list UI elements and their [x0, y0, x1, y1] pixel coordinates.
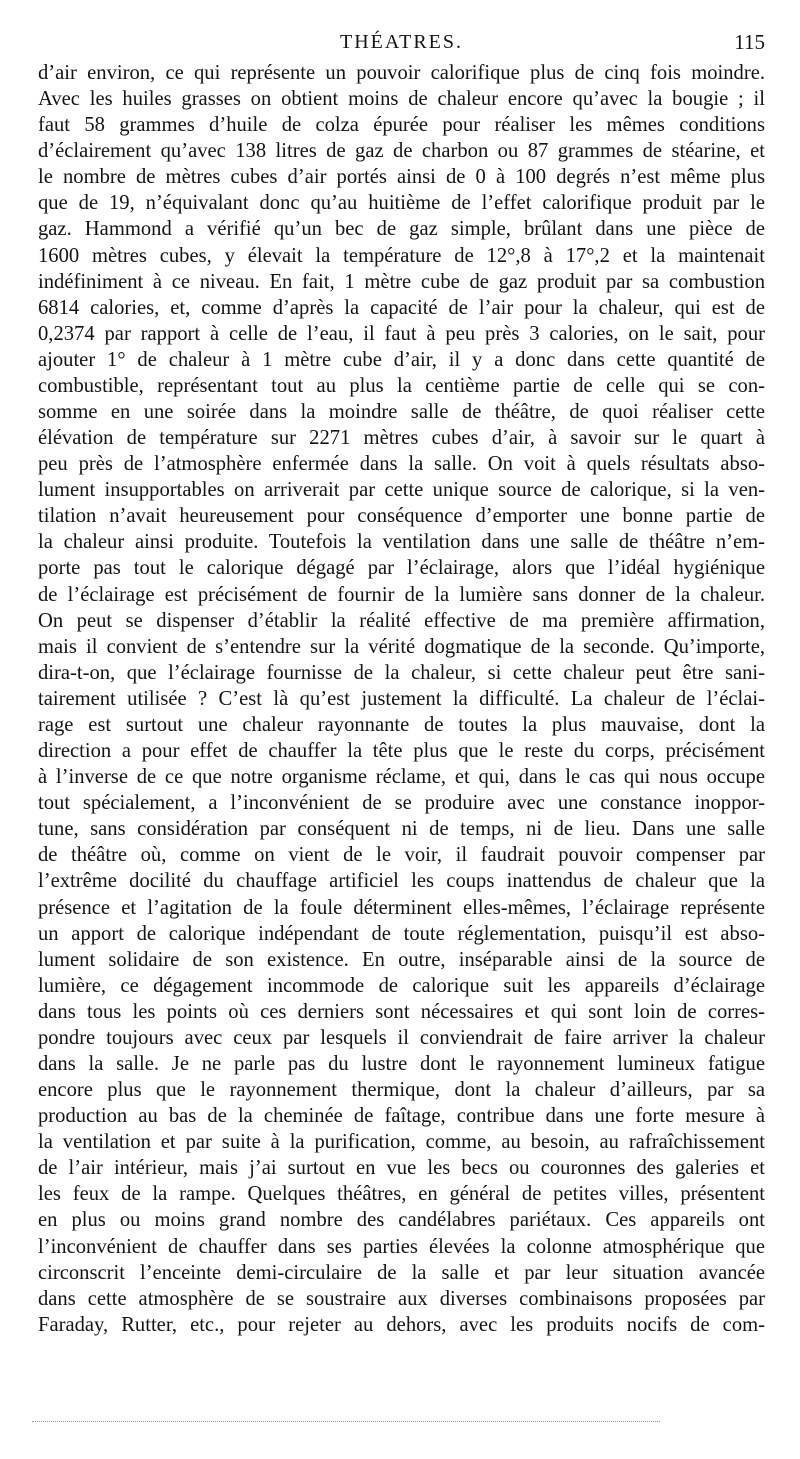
text-line: tairement utilisée ? C’est là qu’est justement la difficulté. La chaleur de l’éclai-	[38, 687, 765, 710]
text-line: lument solidaire de son existence. En outre, inséparable ainsi de la source de	[38, 948, 765, 971]
page-number: 115	[734, 30, 765, 54]
text-line: dira-t-on, que l’éclairage fournisse de la chaleur, si cette chaleur peut être sani-	[38, 661, 765, 684]
text-line: la ventilation et par suite à la purification, comme, au besoin, au rafraîchissement	[38, 1131, 765, 1154]
text-line: Faraday, Rutter, etc., pour rejeter au dehors, avec les produits nocifs de com-	[38, 1313, 765, 1336]
body-text	[38, 60, 765, 1338]
text-line: direction a pour effet de chauffer la tête plus que le reste du corps, précisément	[38, 740, 765, 763]
text-line: Avec les huiles grasses on obtient moins de chaleur encore qu’avec la bougie ; il	[38, 88, 765, 111]
text-line: peu près de l’atmosphère enfermée dans la salle. On voit à quels résultats abso-	[38, 453, 765, 476]
text-line: l’inconvénient de chauffer dans ses parties élevées la colonne atmosphérique que	[38, 1235, 765, 1258]
text-line: en plus ou moins grand nombre des candélabres pariétaux. Ces appareils ont	[38, 1209, 765, 1232]
text-line: de l’éclairage est précisément de fournir de la lumière sans donner de la chaleur.	[38, 583, 765, 606]
text-line: On peut se dispenser d’établir la réalité effective de ma première affirmation,	[38, 609, 765, 632]
text-line: 1600 mètres cubes, y élevait la température de 12°,8 à 17°,2 et la maintenait	[38, 244, 765, 267]
text-line: circonscrit l’enceinte demi-circulaire de la salle et par leur situation avancée	[38, 1261, 765, 1284]
text-line: porte pas tout le calorique dégagé par l’éclairage, alors que l’idéal hygiénique	[38, 557, 765, 580]
text-line: 6814 calories, et, comme d’après la capacité de l’air pour la chaleur, qui est de	[38, 296, 765, 319]
running-title: THÉATRES.	[340, 31, 463, 53]
text-line: à l’inverse de ce que notre organisme réclame, et qui, dans le cas qui nous occupe	[38, 766, 765, 789]
text-line: que de 19, n’équivalant donc qu’au huitième de l’effet calorifique produit par le	[38, 192, 765, 215]
text-line: l’extrême docilité du chauffage artificiel les coups inattendus de chaleur que la	[38, 870, 765, 893]
text-line: de l’air intérieur, mais j’ai surtout en vue les becs ou couronnes des galeries et	[38, 1157, 765, 1180]
text-line: 0,2374 par rapport à celle de l’eau, il faut à peu près 3 calories, on le sait, pour	[38, 322, 765, 345]
text-line: pondre toujours avec ceux par lesquels il conviendrait de faire arriver la chaleur	[38, 1026, 765, 1049]
text-line: faut 58 grammes d’huile de colza épurée pour réaliser les mêmes conditions	[38, 114, 765, 137]
text-line: indéfiniment à ce niveau. En fait, 1 mètre cube de gaz produit par sa combustion	[38, 270, 765, 293]
text-line: combustible, représentant tout au plus la centième partie de celle qui se con-	[38, 374, 765, 397]
text-line: dans tous les points où ces derniers sont nécessaires et qui sont loin de corres-	[38, 1000, 765, 1023]
text-line: mais il convient de s’entendre sur la vérité dogmatique de la seconde. Qu’importe,	[38, 635, 765, 658]
text-line: les feux de la rampe. Quelques théâtres, en général de petites villes, présentent	[38, 1183, 765, 1206]
text-line: élévation de température sur 2271 mètres cubes d’air, à savoir sur le quart à	[38, 427, 765, 450]
text-line: la chaleur ainsi produite. Toutefois la ventilation dans une salle de théâtre n’em-	[38, 531, 765, 554]
text-line: un apport de calorique indépendant de toute réglementation, puisqu’il est abso-	[38, 922, 765, 945]
text-line: présence et l’agitation de la foule déterminent elles-mêmes, l’éclairage représente	[38, 896, 765, 919]
text-line: tilation n’avait heureusement pour conséquence d’emporter une bonne partie de	[38, 505, 765, 528]
text-line: dans la salle. Je ne parle pas du lustre dont le rayonnement lumineux fatigue	[38, 1052, 765, 1075]
text-line: production au bas de la cheminée de faîtage, contribue dans une forte mesure à	[38, 1105, 765, 1128]
footer-dotted-rule	[32, 1421, 660, 1422]
text-line: gaz. Hammond a vérifié qu’un bec de gaz simple, brûlant dans une pièce de	[38, 218, 765, 241]
text-line: d’éclairement qu’avec 138 litres de gaz de charbon ou 87 grammes de stéarine, et	[38, 140, 765, 163]
text-line: lument insupportables on arriverait par cette unique source de calorique, si la ven-	[38, 479, 765, 502]
text-line: de théâtre où, comme on vient de le voir, il faudrait pouvoir compenser par	[38, 844, 765, 867]
text-line: encore plus que le rayonnement thermique, dont la chaleur d’ailleurs, par sa	[38, 1079, 765, 1102]
text-line: tune, sans considération par conséquent ni de temps, ni de lieu. Dans une salle	[38, 818, 765, 841]
running-head	[38, 29, 765, 59]
text-line: rage est surtout une chaleur rayonnante de toutes la plus mauvaise, dont la	[38, 713, 765, 736]
text-line: dans cette atmosphère de se soustraire aux diverses combinaisons proposées par	[38, 1287, 765, 1310]
text-line: ajouter 1° de chaleur à 1 mètre cube d’air, il y a donc dans cette quantité de	[38, 348, 765, 371]
text-line: le nombre de mètres cubes d’air portés ainsi de 0 à 100 degrés n’est même plus	[38, 166, 765, 189]
text-line: somme en une soirée dans la moindre salle de théâtre, de quoi réaliser cette	[38, 401, 765, 424]
text-line: tout spécialement, a l’inconvénient de se produire avec une constance inoppor-	[38, 792, 765, 815]
text-line: d’air environ, ce qui représente un pouvoir calorifique plus de cinq fois moindre.	[38, 62, 765, 84]
text-line: lumière, ce dégagement incommode de calorique suit les appareils d’éclairage	[38, 974, 765, 997]
